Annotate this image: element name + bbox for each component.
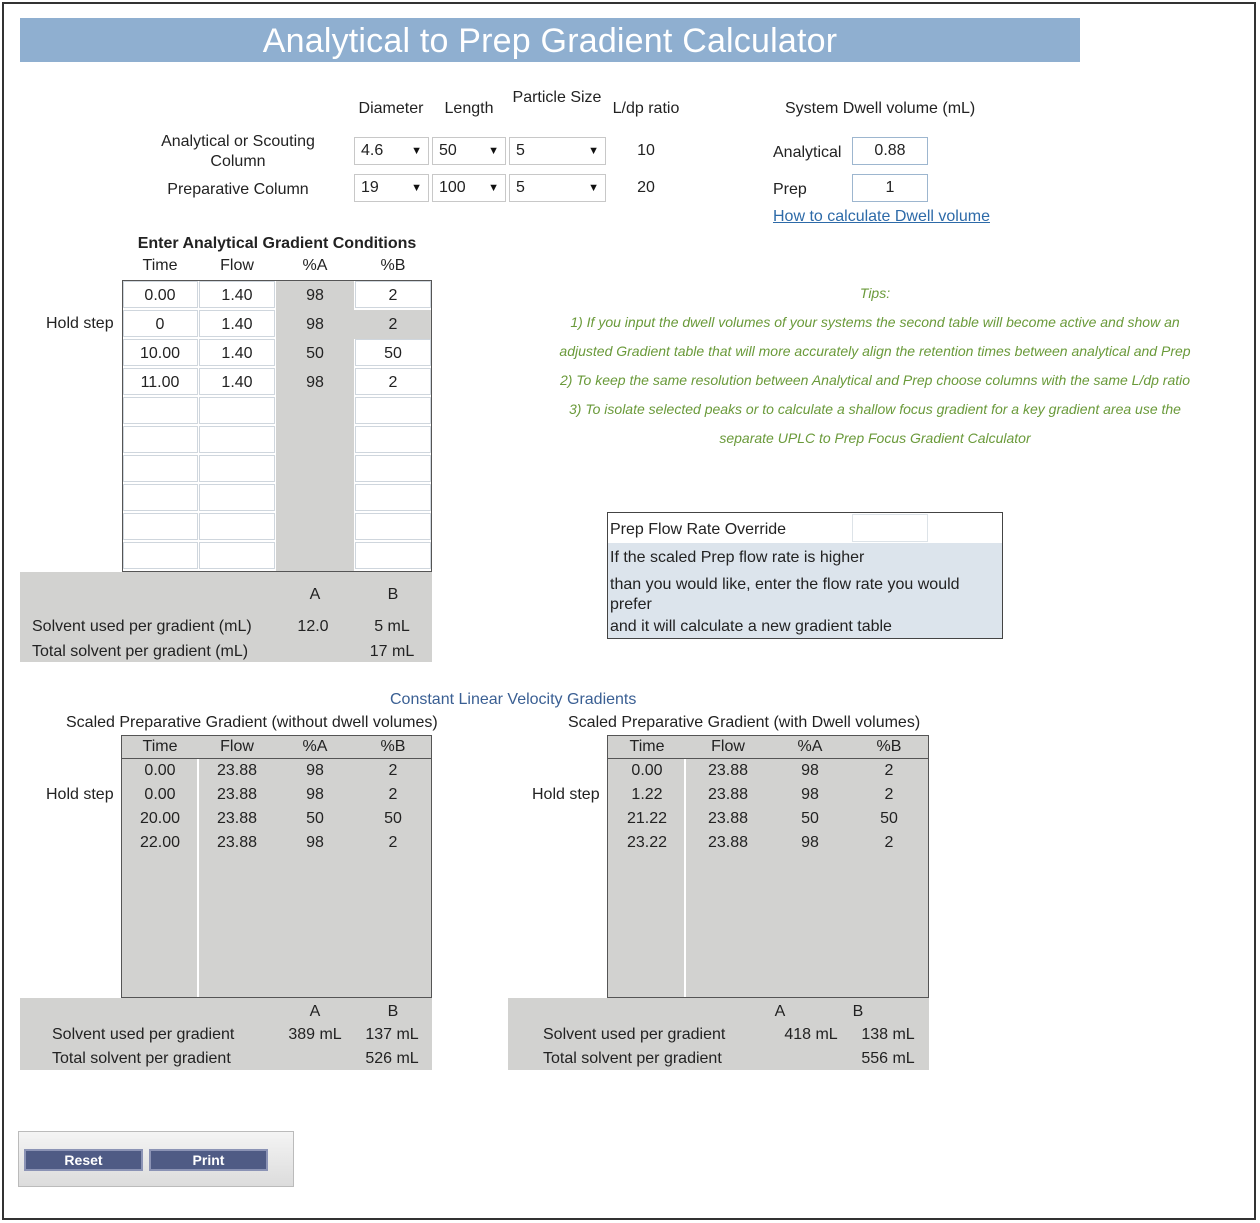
dwell-used-label: Solvent used per gradient — [543, 1026, 726, 1043]
input-row-3-pa: 50 — [306, 345, 324, 362]
analytical-length-value: 50 — [439, 142, 457, 159]
input-row-1-pb[interactable]: 2 — [388, 287, 398, 304]
dwell-row-1-flow: 23.88 — [707, 762, 749, 779]
prep-diameter-value: 19 — [361, 179, 379, 196]
tips-title: Tips: — [859, 285, 891, 301]
analytical-particle-value: 5 — [516, 142, 525, 159]
input-cell[interactable] — [123, 542, 198, 569]
input-row-3-time[interactable]: 10.00 — [139, 345, 181, 362]
dwell-header-pa: %A — [797, 738, 823, 755]
nodwell-row-4-flow: 23.88 — [216, 834, 258, 851]
page-title: Analytical to Prep Gradient Calculator — [20, 18, 1080, 62]
nodwell-used-label: Solvent used per gradient — [52, 1026, 235, 1043]
chevron-down-icon: ▼ — [488, 145, 499, 157]
header-diameter: Diameter — [358, 100, 424, 117]
dwell-header-pb: %B — [876, 738, 902, 755]
input-gradient-title: Enter Analytical Gradient Conditions — [137, 235, 417, 252]
tips-line-3: 2) To keep the same resolution between Analytical and Prep choose columns with the same L/dp ratio — [559, 372, 1191, 388]
preparative-column-label: Preparative Column — [167, 181, 309, 198]
input-cell[interactable] — [355, 426, 431, 453]
input-row-4-pb[interactable]: 2 — [388, 374, 398, 391]
dwell-row-3-time: 21.22 — [626, 810, 668, 827]
dwell-help-link[interactable]: How to calculate Dwell volume — [773, 208, 990, 225]
input-cell[interactable] — [123, 513, 198, 540]
input-row-4-time[interactable]: 11.00 — [140, 374, 180, 391]
input-cell[interactable] — [199, 513, 275, 540]
nodwell-row-4-time: 22.00 — [139, 834, 181, 851]
scaled-nodwell-title: Scaled Preparative Gradient (without dwell volumes) — [66, 714, 438, 731]
input-row-3-pb[interactable]: 50 — [384, 345, 402, 362]
input-row-1-flow[interactable]: 1.40 — [221, 287, 253, 304]
input-used-b: 5 mL — [374, 618, 410, 635]
nodwell-row-1-flow: 23.88 — [216, 762, 258, 779]
nodwell-row-1-pa: 98 — [306, 762, 324, 779]
input-cell[interactable] — [199, 455, 275, 482]
input-used-label: Solvent used per gradient (mL) — [32, 618, 252, 635]
input-used-a: 12.0 — [297, 618, 329, 635]
prep-ldp-value: 20 — [637, 179, 655, 196]
nodwell-row-1-pb: 2 — [388, 762, 398, 779]
dwell-total: 556 mL — [861, 1050, 915, 1067]
prep-particle-value: 5 — [516, 179, 525, 196]
input-cell[interactable] — [199, 397, 275, 424]
override-desc-2: than you would like, enter the flow rate you would prefer — [610, 576, 960, 613]
header-particle-size: Particle Size — [512, 89, 602, 106]
input-row-2-pa: 98 — [306, 316, 324, 333]
input-cell[interactable] — [123, 397, 198, 424]
analytical-length-select[interactable] — [432, 137, 506, 165]
dwell-row-4-pb: 2 — [884, 834, 894, 851]
constant-velocity-title: Constant Linear Velocity Gradients — [390, 691, 637, 708]
prep-length-value: 100 — [439, 179, 466, 196]
header-length: Length — [444, 100, 494, 117]
button-bar — [18, 1131, 294, 1187]
nodwell-row-3-time: 20.00 — [139, 810, 181, 827]
chevron-down-icon: ▼ — [588, 182, 599, 194]
nodwell-total: 526 mL — [365, 1050, 419, 1067]
dwell-row-3-pb: 50 — [880, 810, 898, 827]
dwell-used-a: 418 mL — [784, 1026, 838, 1043]
input-cell[interactable] — [199, 426, 275, 453]
nodwell-row-3-pb: 50 — [384, 810, 402, 827]
reset-button[interactable]: Reset — [24, 1149, 143, 1171]
dwell-row-1-pb: 2 — [884, 762, 894, 779]
dwell-row-3-pa: 50 — [801, 810, 819, 827]
analytical-ldp-value: 10 — [637, 142, 655, 159]
nodwell-used-b: 137 mL — [365, 1026, 419, 1043]
input-total: 17 mL — [369, 643, 415, 660]
analytical-column-label: Analytical or Scouting Column — [161, 133, 315, 170]
flow-override-panel — [607, 512, 1003, 639]
input-summary-col-a: A — [309, 586, 321, 603]
dwell-row-2-flow: 23.88 — [707, 786, 749, 803]
chevron-down-icon: ▼ — [588, 145, 599, 157]
dwell-analytical-input[interactable]: 0.88 — [852, 137, 928, 165]
print-button[interactable]: Print — [149, 1149, 268, 1171]
dwell-prep-input[interactable]: 1 — [852, 174, 928, 202]
input-row-4-flow[interactable]: 1.40 — [221, 374, 253, 391]
chevron-down-icon: ▼ — [411, 145, 422, 157]
header-ldp-ratio: L/dp ratio — [612, 100, 680, 117]
dwell-analytical-label: Analytical — [773, 144, 842, 161]
dwell-row-2-time: 1.22 — [631, 786, 663, 803]
dwell-row-4-pa: 98 — [801, 834, 819, 851]
nodwell-hold-label: Hold step — [46, 786, 114, 803]
nodwell-row-2-pb: 2 — [388, 786, 398, 803]
tips-line-5: separate UPLC to Prep Focus Gradient Calculator — [719, 430, 1031, 446]
nodwell-row-1-time: 0.00 — [144, 762, 176, 779]
input-row-2-pb: 2 — [388, 316, 398, 333]
nodwell-row-3-pa: 50 — [306, 810, 324, 827]
input-header-time: Time — [142, 257, 178, 274]
input-header-flow: Flow — [220, 257, 254, 274]
nodwell-row-4-pa: 98 — [306, 834, 324, 851]
prep-diameter-select[interactable] — [354, 174, 429, 202]
input-cell[interactable] — [123, 426, 198, 453]
scaled-dwell-title: Scaled Preparative Gradient (with Dwell volumes) — [568, 714, 921, 731]
input-cell[interactable] — [123, 484, 198, 511]
nodwell-header-pb: %B — [380, 738, 406, 755]
input-header-pa: %A — [302, 257, 328, 274]
nodwell-row-2-pa: 98 — [306, 786, 324, 803]
input-cell[interactable] — [199, 542, 275, 569]
dwell-header-flow: Flow — [711, 738, 745, 755]
dwell-row-3-flow: 23.88 — [707, 810, 749, 827]
nodwell-used-a: 389 mL — [288, 1026, 342, 1043]
input-summary-col-b: B — [387, 586, 399, 603]
nodwell-header-time: Time — [142, 738, 178, 755]
dwell-summary-col-a: A — [774, 1003, 786, 1020]
dwell-row-1-pa: 98 — [801, 762, 819, 779]
dwell-row-2-pb: 2 — [884, 786, 894, 803]
prep-particle-select[interactable] — [509, 174, 606, 202]
input-row-3-flow[interactable]: 1.40 — [221, 345, 253, 362]
input-cell[interactable] — [123, 455, 198, 482]
dwell-prep-label: Prep — [773, 181, 807, 198]
input-total-label: Total solvent per gradient (mL) — [32, 643, 249, 660]
chevron-down-icon: ▼ — [411, 182, 422, 194]
dwell-title: System Dwell volume (mL) — [785, 100, 976, 117]
input-cell[interactable] — [355, 542, 431, 569]
chevron-down-icon: ▼ — [488, 182, 499, 194]
nodwell-summary-col-b: B — [387, 1003, 399, 1020]
dwell-row-4-flow: 23.88 — [707, 834, 749, 851]
prep-length-select[interactable] — [432, 174, 506, 202]
dwell-header-time: Time — [629, 738, 665, 755]
nodwell-total-label: Total solvent per gradient — [52, 1050, 231, 1067]
input-cell[interactable] — [355, 513, 431, 540]
tips-line-4: 3) To isolate selected peaks or to calculate a shallow focus gradient for a key gradient area use the — [569, 401, 1181, 417]
input-cell[interactable] — [199, 484, 275, 511]
dwell-hold-label: Hold step — [532, 786, 600, 803]
tips-line-1: 1) If you input the dwell volumes of your systems the second table will become active and show an — [570, 314, 1180, 330]
input-row-1-pa: 98 — [306, 287, 324, 304]
override-desc-1: If the scaled Prep flow rate is higher — [610, 549, 865, 566]
analytical-diameter-select[interactable] — [354, 137, 429, 165]
nodwell-row-2-time: 0.00 — [144, 786, 176, 803]
nodwell-row-3-flow: 23.88 — [216, 810, 258, 827]
override-input[interactable] — [852, 514, 928, 542]
input-header-pb: %B — [380, 257, 406, 274]
input-cell[interactable] — [355, 397, 431, 424]
input-row-4-pa: 98 — [306, 374, 324, 391]
dwell-summary-col-b: B — [852, 1003, 864, 1020]
dwell-row-4-time: 23.22 — [626, 834, 668, 851]
input-cell[interactable] — [355, 484, 431, 511]
tips-line-2: adjusted Gradient table that will more accurately align the retention times between analytical and Prep — [559, 343, 1191, 359]
nodwell-header-pa: %A — [302, 738, 328, 755]
input-hold-label: Hold step — [46, 315, 114, 332]
override-desc-3: and it will calculate a new gradient table — [610, 618, 892, 635]
nodwell-header-flow: Flow — [220, 738, 254, 755]
analytical-particle-select[interactable] — [509, 137, 606, 165]
analytical-diameter-value: 4.6 — [361, 142, 384, 159]
dwell-row-2-pa: 98 — [801, 786, 819, 803]
input-row-2-time[interactable]: 0 — [155, 316, 165, 333]
input-row-2-flow[interactable]: 1.40 — [221, 316, 253, 333]
nodwell-row-4-pb: 2 — [388, 834, 398, 851]
input-cell[interactable] — [355, 455, 431, 482]
nodwell-summary-col-a: A — [309, 1003, 321, 1020]
dwell-total-label: Total solvent per gradient — [543, 1050, 722, 1067]
dwell-used-b: 138 mL — [861, 1026, 915, 1043]
dwell-row-1-time: 0.00 — [631, 762, 663, 779]
override-label: Prep Flow Rate Override — [610, 521, 787, 538]
nodwell-row-2-flow: 23.88 — [216, 786, 258, 803]
input-row-1-time[interactable]: 0.00 — [144, 287, 176, 304]
